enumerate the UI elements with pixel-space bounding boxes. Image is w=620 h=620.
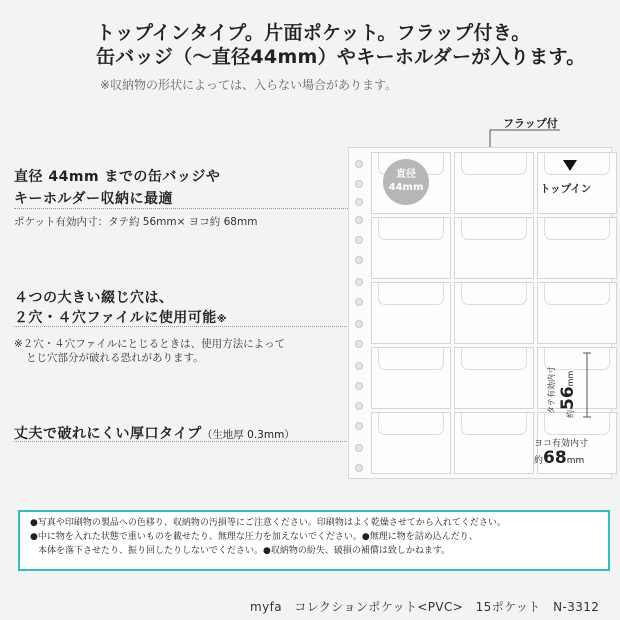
- feature-3-divider: [14, 441, 389, 442]
- pocket: [454, 152, 534, 214]
- caution-notice: [18, 510, 610, 571]
- feature-2-line-2: [14, 307, 227, 327]
- pocket-flap: [461, 348, 527, 370]
- diameter-badge: [383, 159, 429, 205]
- pocket-flap: [461, 153, 527, 175]
- pocket-flap: [544, 283, 610, 305]
- pocket: [371, 347, 451, 409]
- feature-2-line-1: ４つの大きい綴じ穴は、: [14, 290, 174, 306]
- binding-hole: [355, 362, 363, 370]
- binding-hole: [355, 340, 363, 348]
- pocket-flap: [461, 413, 527, 435]
- pocket: [454, 217, 534, 279]
- feature-2-line-2-text: ２穴・４穴ファイルに使用可能: [14, 310, 217, 326]
- binding-hole: [355, 464, 363, 472]
- binding-hole: [355, 278, 363, 286]
- binding-hole: [355, 402, 363, 410]
- pocket-flap: [544, 153, 610, 175]
- feature-2-note-2: とじ穴部分が破れる恐れがあります。: [26, 352, 204, 364]
- feature-3: [14, 423, 295, 443]
- binding-hole: [355, 236, 363, 244]
- feature-1-detail: ポケット有効内寸：タテ約 56mm× ヨコ約 68mm: [14, 216, 258, 228]
- pocket-flap: [378, 283, 444, 305]
- flap-label: フラップ付: [503, 117, 558, 130]
- pocket: [454, 347, 534, 409]
- pocket: [371, 412, 451, 474]
- badge-line-1: 直径: [396, 169, 416, 180]
- feature-2-note-1: ※２穴・４穴ファイルにとじるときは、使用方法によって: [14, 338, 286, 350]
- height-prefix: 約: [566, 410, 575, 418]
- binding-hole: [355, 320, 363, 328]
- pocket: [454, 282, 534, 344]
- height-value-box: [555, 352, 581, 418]
- pocket: [537, 217, 617, 279]
- pocket: [371, 217, 451, 279]
- binding-hole: [355, 216, 363, 224]
- topin-label: トップイン: [540, 183, 592, 195]
- binding-hole: [355, 382, 363, 390]
- pocket-flap: [461, 218, 527, 240]
- caution-line-3: 本体を落下させたり、振り回したりしないでください。●収納物の紛失、破損の補償は致しかねます。: [38, 546, 451, 556]
- pocket-flap: [378, 413, 444, 435]
- feature-2-divider: [14, 326, 359, 327]
- binding-hole: [355, 256, 363, 264]
- header-note: ※収納物の形状によっては、入らない場合があります。: [100, 78, 398, 92]
- binding-hole: [355, 198, 363, 206]
- pocket-flap: [378, 218, 444, 240]
- binding-hole: [355, 160, 363, 168]
- binding-hole: [355, 444, 363, 452]
- caution-line-2: ●中に物を入れた状態で重いものを載せたり、無理な圧力を加えないでください。●無理に物を詰め込んだり、: [30, 532, 478, 542]
- header-line-1: トップインタイプ。片面ポケット。フラップ付き。: [96, 22, 531, 44]
- binding-hole: [355, 422, 363, 430]
- pocket: [454, 412, 534, 474]
- pocket-flap: [461, 283, 527, 305]
- caution-line-1: ●写真や印刷物の製品への色移り、収納物の汚損等にご注意ください。印刷物はよく乾燥させてから入れてください。: [30, 518, 506, 528]
- height-dimension-line: [582, 352, 592, 418]
- pocket-flap: [378, 348, 444, 370]
- binding-hole: [355, 298, 363, 306]
- height-value: 56: [558, 386, 578, 410]
- width-unit: mm: [566, 456, 585, 466]
- product-footer: myfa コレクションポケット<PVC> 15ポケット N-3312: [250, 600, 600, 614]
- feature-3-main: 丈夫で破れにくい厚口タイプ: [14, 426, 202, 442]
- feature-1-line-2: キーホルダー収納に最適: [14, 191, 173, 207]
- feature-3-sub: （生地厚 0.3mm）: [201, 429, 295, 441]
- width-value-box: [534, 448, 584, 468]
- width-prefix: 約: [534, 456, 544, 466]
- pocket: [371, 282, 451, 344]
- down-arrow-icon: [563, 160, 577, 171]
- header-line-2: 缶バッジ（～直径44mm）やキーホルダーが入ります。: [96, 46, 586, 68]
- pocket: [537, 282, 617, 344]
- width-value: 68: [543, 448, 567, 468]
- height-label: タテ有効内寸: [547, 366, 556, 414]
- pocket-flap: [544, 218, 610, 240]
- width-label: ヨコ有効内寸: [534, 439, 589, 449]
- binding-hole: [355, 180, 363, 188]
- feature-2-mark: ※: [216, 314, 227, 325]
- height-unit: mm: [566, 370, 575, 387]
- feature-1-divider: [14, 208, 384, 209]
- badge-line-2: 44mm: [388, 182, 424, 193]
- feature-1-line-1: 直径 44mm までの缶バッジや: [14, 169, 221, 185]
